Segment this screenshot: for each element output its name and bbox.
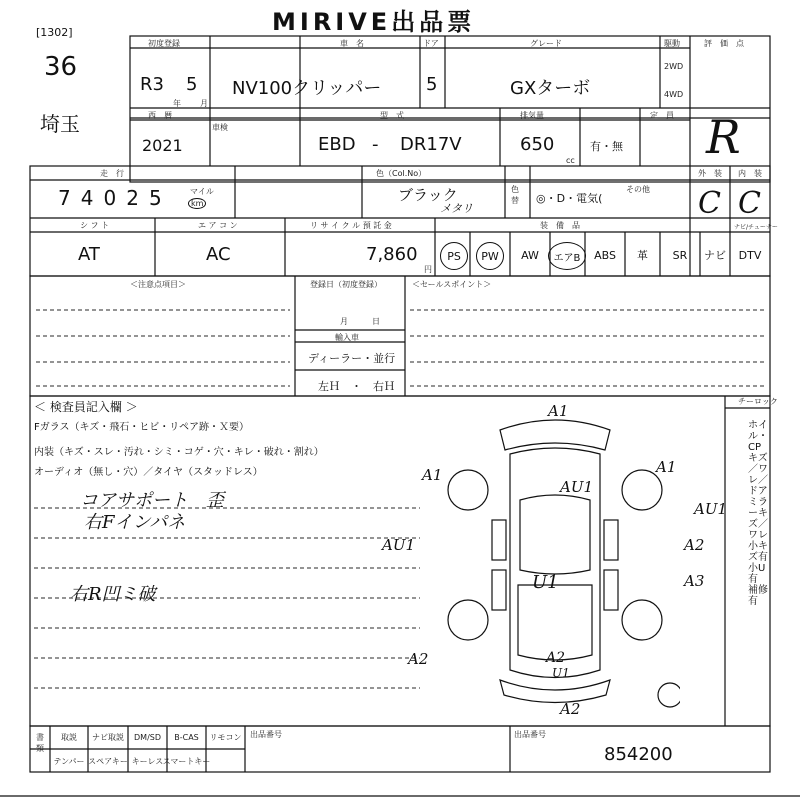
equipment-label: 装 備 品	[540, 221, 580, 230]
yen-unit: 円	[424, 265, 432, 274]
equip-dtv: DTV	[738, 248, 762, 262]
equip-abs: ABS	[594, 248, 616, 262]
doc-keyless: キーレス	[131, 756, 164, 766]
cc-unit: cc	[566, 156, 575, 165]
doc-label: 書類	[36, 733, 44, 753]
dmg-left-side: AU1	[382, 536, 416, 554]
equip-navi: ナビ	[704, 249, 726, 262]
lot-prefix: 36	[44, 52, 78, 82]
notes-label: ＜注意点項目＞	[130, 280, 186, 289]
doors: 5	[426, 74, 438, 95]
dmg-right-front2: AU1	[694, 500, 728, 518]
color-other-label: その他	[626, 185, 650, 194]
color-label: 色（Col.No）	[376, 169, 427, 178]
car-name-label: 車 名	[340, 39, 364, 48]
equip-sr: SR	[672, 248, 688, 262]
aircon: AC	[206, 244, 231, 265]
equip-leather: 革	[637, 249, 648, 262]
dmg-top: A1	[548, 402, 569, 420]
model-code: DR17V	[400, 134, 462, 155]
recycle-fee: 7,860	[366, 244, 418, 265]
side-note: ホイル・CPキズ／ワレ／ドアミラーキズ／ワレ 小キズ有 小U有 補修有	[748, 420, 778, 607]
mileage-unit-km: km	[188, 198, 206, 209]
doc-dm-sd: DM/SD	[134, 732, 161, 742]
car-name: NV100クリッパー	[232, 78, 382, 99]
model-prefix: EBD	[318, 134, 356, 155]
equip-pw: PW	[476, 242, 504, 270]
rating-label: 評 価 点	[704, 39, 744, 48]
first-reg-label: 初度登録	[148, 39, 180, 48]
stock-number: 854200	[604, 744, 673, 765]
auction-code: [1302]	[36, 26, 73, 39]
interior-label: 内 装	[738, 169, 762, 178]
reg-month: 5	[186, 74, 198, 95]
equip-ps: PS	[440, 242, 468, 270]
displacement: 650	[520, 134, 555, 155]
grade-label: グレード	[530, 39, 562, 48]
overall-grade: R	[706, 110, 741, 164]
sheet-title: MIRIVE出品票	[272, 8, 476, 36]
import-label: 輸入車	[335, 333, 359, 342]
doc-temper: テンパー	[53, 756, 85, 766]
color-name: ブラック	[398, 186, 458, 204]
stock-number-label: 出品番号	[514, 730, 546, 739]
doc-spare-key: スペアキー	[88, 756, 128, 766]
model-label: 型 式	[380, 111, 404, 120]
dmg-center: U1	[532, 572, 559, 593]
exterior-label: 外 装	[698, 169, 722, 178]
inspector-label: ＜ 検査員記入欄 ＞	[34, 400, 138, 414]
dmg-center-front: AU1	[560, 478, 594, 496]
header-table-frame	[130, 36, 770, 182]
first-reg-registered-label: 登録日（初度登録）	[310, 280, 382, 289]
drive-4wd: 4WD	[664, 90, 684, 99]
note-core-support: コアサポート 歪	[80, 490, 224, 511]
inspector-line-audio: オーディオ（無し・穴）／タイヤ（スタッドレス）	[34, 467, 263, 478]
inspector-line-interior: 内装（キズ・スレ・汚れ・シミ・コゲ・穴・キレ・破れ・割れ）	[34, 447, 324, 458]
doc-navi-manual: ナビ取説	[92, 732, 124, 742]
dmg-right-side2: A3	[684, 572, 705, 590]
mileage-unit-mile: マイル	[190, 187, 214, 196]
model-dash: -	[372, 134, 379, 155]
equip-aw: AW	[521, 248, 539, 262]
mileage-digits: 74025	[58, 186, 172, 210]
dmg-center-rear: A2	[546, 650, 566, 666]
sales-point-label: ＜セールスポイント＞	[412, 280, 492, 289]
dmg-left-front: A1	[422, 466, 443, 484]
doors-label: ドア	[423, 39, 439, 48]
interior-grade: C	[738, 186, 761, 221]
color-options: ◎・D・電気(	[536, 192, 603, 205]
drive-label: 駆動	[664, 39, 680, 48]
shift: AT	[78, 244, 100, 265]
displacement-label: 排気量	[520, 111, 544, 120]
note-right-rear: 右R凹ミ破	[70, 584, 156, 605]
reg-era: R3	[140, 74, 164, 95]
dmg-left-rear: A2	[408, 650, 429, 668]
doc-smart-key: スマートキー	[162, 756, 211, 766]
western-year-label: 西 暦	[148, 111, 172, 120]
handle-option: 左Ｈ ・ 右Ｈ	[318, 380, 395, 393]
region: 埼玉	[40, 112, 80, 136]
aircon-label: エ ア コ ン	[198, 221, 238, 230]
grade: GXターボ	[510, 78, 591, 99]
doc-remote: リモコン	[209, 732, 242, 742]
dmg-right-front: A1	[656, 458, 677, 476]
exterior-grade: C	[698, 186, 721, 221]
dmg-right-side1: A2	[684, 536, 705, 554]
month-day: 月 日	[340, 317, 380, 326]
inspector-line-glass: Fガラス（キズ・飛石・ヒビ・リペア跡・Ｘ要）	[34, 422, 250, 433]
recycle-label: リ サ イ ク ル 預 託 金	[310, 221, 392, 230]
inspection-label: 車検	[212, 123, 228, 132]
note-right-panel: 右Fインパネ	[84, 512, 186, 533]
dmg-center-rear2: U1	[552, 666, 570, 680]
equip-airbag: エアB	[548, 242, 586, 270]
doc-manual: 取説	[61, 732, 77, 742]
lot-number-label: 出品番号	[250, 730, 282, 739]
tire-lock-label: チーロック	[738, 397, 778, 406]
year-unit: 年	[173, 99, 181, 108]
western-year: 2021	[142, 136, 183, 155]
doc-bcas: B-CAS	[174, 732, 199, 742]
mileage-label: 走 行	[100, 169, 124, 178]
shift-label: シ フ ト	[80, 221, 110, 230]
dmg-bottom: A2	[560, 700, 581, 718]
inspection-options: 有・無	[590, 140, 623, 153]
capacity-label: 定 員	[650, 111, 674, 120]
month-unit: 月	[200, 99, 208, 108]
drive-2wd: 2WD	[664, 62, 684, 71]
color-note: メタリ	[440, 202, 473, 215]
dealer-option: ディーラー・並行	[308, 352, 396, 365]
color-change-label: 色替	[511, 185, 519, 205]
navi-type-label: ナビ/チューナー	[734, 224, 778, 231]
